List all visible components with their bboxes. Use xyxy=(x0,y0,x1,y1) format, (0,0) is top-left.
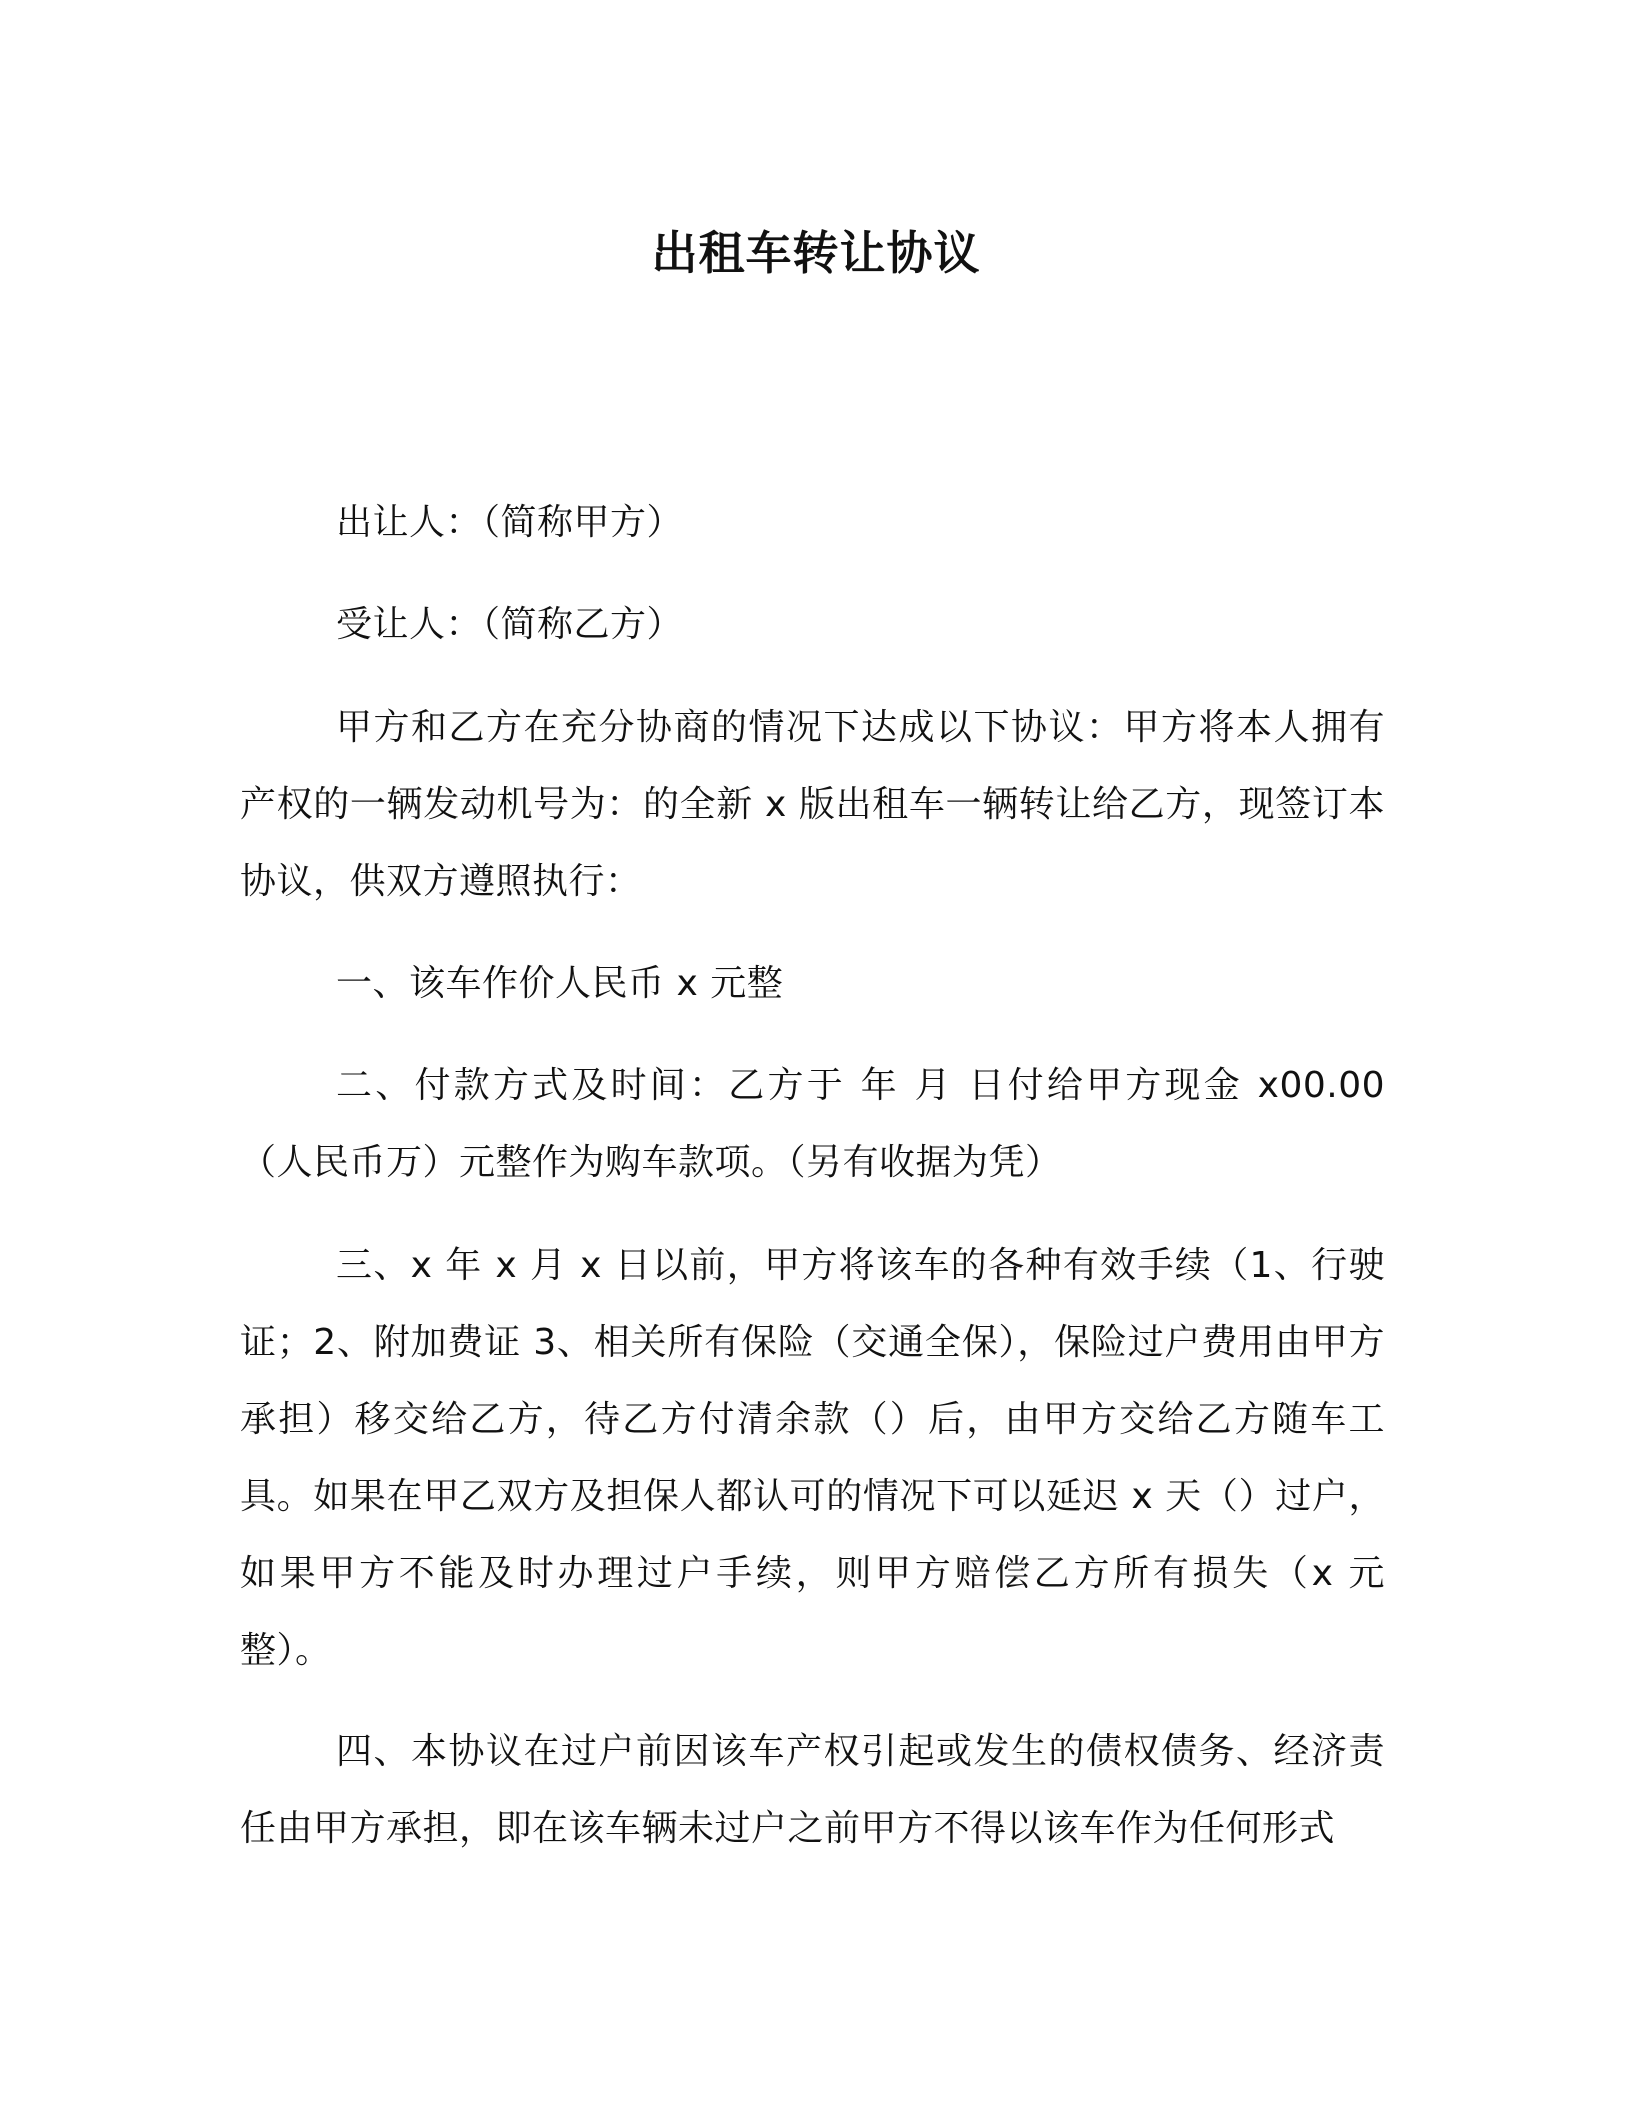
intro-paragraph: 甲方和乙方在充分协商的情况下达成以下协议：甲方将本人拥有产权的一辆发动机号为：的全新 x 版出租车一辆转让给乙方，现签订本协议，供双方遵照执行： xyxy=(240,707,1385,902)
transferee-line: 受让人：（简称乙方） xyxy=(336,604,684,645)
clause-4: 四、本协议在过户前因该车产权引起或发生的债权债务、经济责任由甲方承担，即在该车辆未过户之前甲方不得以该车作为任何形式 xyxy=(240,1731,1385,1849)
clause-1: 一、该车作价人民币 x 元整 xyxy=(336,963,784,1004)
clause-2: 二、付款方式及时间：乙方于 年 月 日付给甲方现金 x00.00（人民币万）元整作为购车款项。（另有收据为凭） xyxy=(240,1065,1385,1183)
clause-3: 三、x 年 x 月 x 日以前，甲方将该车的各种有效手续（1、行驶证；2、附加费证 3、相关所有保险（交通全保），保险过户费用由甲方承担）移交给乙方，待乙方付清余款（）后，由甲方交给乙方随车工具。如果在甲乙双方及担保人都认可的情况下可以延迟 x 天（）过户，如果甲方不能及时办理过户手续，则甲方赔偿乙方所有损失（x 元整）。 xyxy=(240,1245,1385,1671)
document-title: 出租车转让协议 xyxy=(651,226,981,280)
transferor-line: 出让人：（简称甲方） xyxy=(336,502,684,543)
